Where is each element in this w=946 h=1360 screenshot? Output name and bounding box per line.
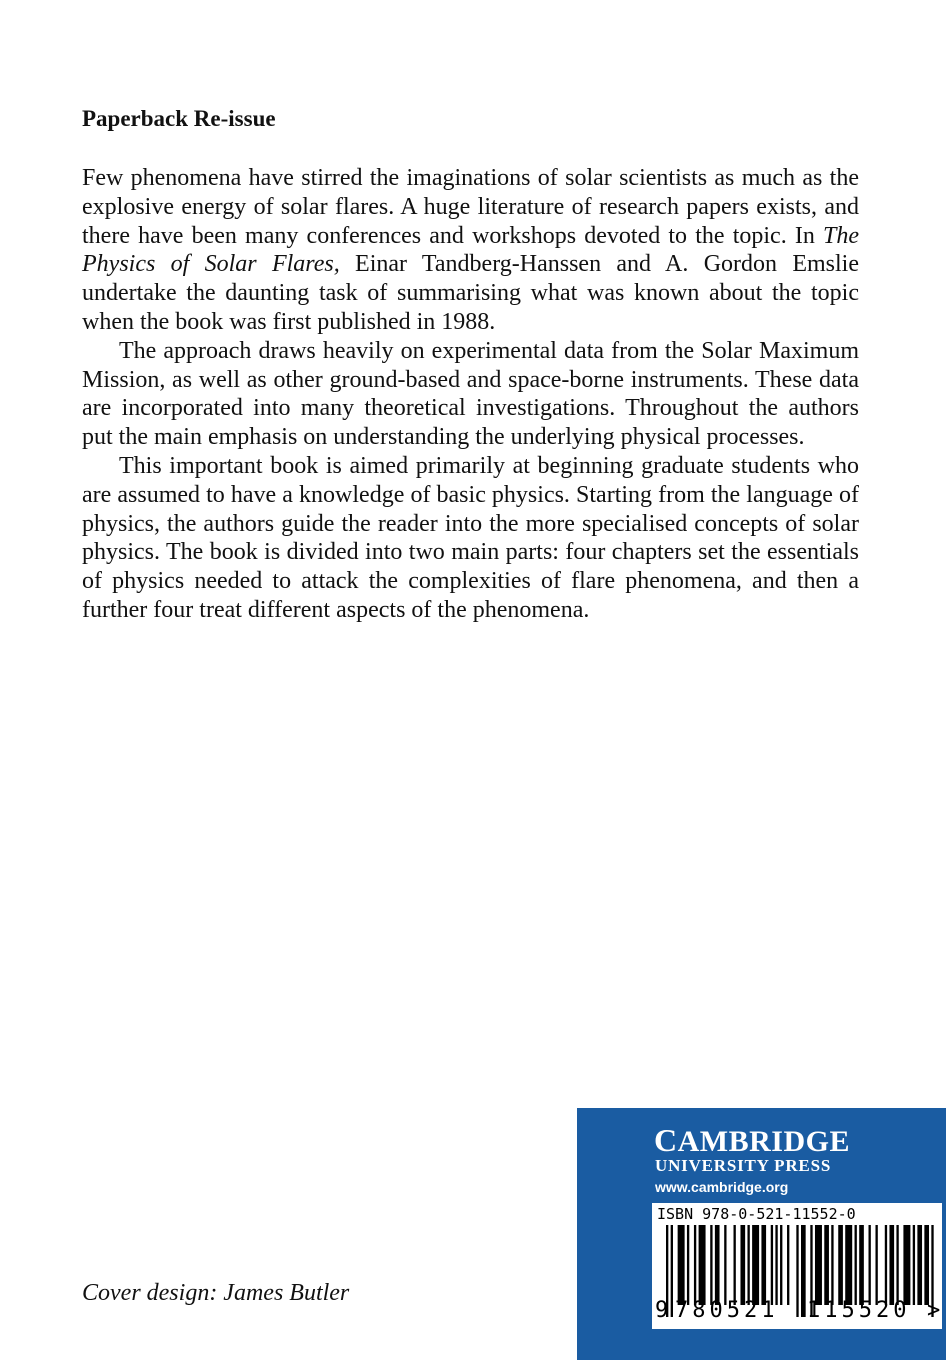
publisher-logo [654,1122,850,1159]
barcode-bar [831,1225,833,1305]
barcode-bar [710,1225,712,1305]
publisher-logo-initial: C [654,1122,678,1158]
blurb-paragraph-1 [82,164,859,337]
barcode-bar [771,1225,773,1305]
barcode-arrow: > [927,1298,941,1323]
blurb [82,164,859,625]
barcode-bar [752,1225,759,1305]
barcode-bar [815,1225,822,1305]
cover-design-credit: Cover design: James Butler [82,1280,350,1306]
barcode-bar [875,1225,877,1305]
barcode-bar [687,1225,689,1305]
publisher-logo-rest: AMBRIDGE [677,1125,850,1158]
barcode-lead-digit: 9 [655,1298,669,1323]
barcode-bar [869,1225,871,1305]
barcode-left-group: 780521 [675,1298,779,1323]
barcode-digits [655,1298,939,1328]
barcode-bar [838,1225,843,1305]
barcode-bar [913,1225,915,1305]
barcode-bar [855,1225,857,1305]
barcode-bar [889,1225,894,1305]
isbn-barcode [652,1203,942,1329]
blurb-text: Few phenomena have stirred the imaginations of solar scientists as much as the explosive energy of solar flares. A huge literature of research papers exists, and there have been many conferences and workshops devoted to the topic. In [82,165,859,249]
barcode-bar [678,1225,685,1305]
barcode-bar [694,1225,696,1305]
blurb-paragraph-2: The approach draws heavily on experimental data from the Solar Maximum Mission, as well as other ground-based and space-borne instruments. These data are incorporated into many theoretical investigations. Throughout the authors put the main emphasis on understanding the underlying physical processes. [82,337,859,451]
barcode-bar [715,1225,720,1305]
barcode-bar [824,1225,829,1305]
blurb-paragraph-3: This important book is aimed primarily at beginning graduate students who are assumed to have a knowledge of basic physics. Starting from the language of physics, the authors guide the reader into the more specialised concepts of solar physics. The book is divided into two main parts: four chapters set the essentials of physics needed to attack the complexities of flare phenomena, and then a further four treat different aspects of the phenomena. [82,452,859,623]
publisher-panel [577,1108,946,1360]
barcode-bar [724,1225,726,1305]
book-title: The Physics of Solar Flares, [82,222,859,278]
barcode-bar [780,1225,782,1305]
barcode-bar [734,1225,736,1305]
back-cover-heading: Paperback Re-issue [82,106,276,131]
barcode-right-group: 115520 [807,1298,911,1323]
blurb-text: Einar Tandberg-Hanssen and A. Gordon Emslie undertake the daunting task of summarising what was known about the topic when the book was first published in 1988. [82,251,859,335]
isbn-number: ISBN 978-0-521-11552-0 [657,1205,856,1223]
publisher-subtitle: UNIVERSITY PRESS [655,1156,832,1175]
barcode-bar [761,1225,766,1305]
barcode-bar [699,1225,706,1305]
barcode-bar [917,1225,922,1305]
barcode-bar [896,1225,898,1305]
barcode-bar [924,1225,929,1305]
barcode-bar [775,1225,777,1305]
barcode-bar [903,1225,910,1305]
barcode-bar [845,1225,852,1305]
barcode-bar [787,1225,789,1305]
barcode-bar [747,1225,749,1305]
barcode-bar [740,1225,745,1305]
publisher-website: www.cambridge.org [655,1179,789,1195]
barcode-bar [859,1225,864,1305]
barcode-bar [885,1225,887,1305]
